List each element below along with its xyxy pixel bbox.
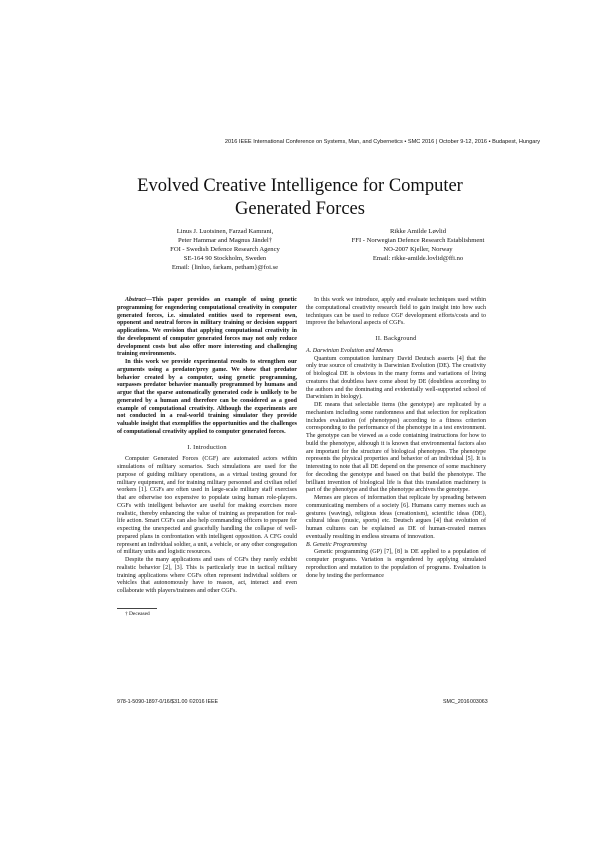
abstract-paragraph [117, 297, 297, 359]
author-name: Rikke Amilde Løvlid [389, 228, 447, 235]
background-paragraph-1: Quantum computation luminary David Deutsch asserts [4] that the only true source of creativity is Darwinian Evolution (DE). The creativity of biological DE is obvious in the many forms and variations of living creatures that doubtless have come about by DE (doubtless according to the authors and the dominating and evidentially well-supported school of Darwinism in biology). [306, 355, 486, 401]
conference-header: 2016 IEEE International Conference on Systems, Man, and Cybernetics • SMC 2016 | October 9-12, 2016 • Budapest, Hungary [224, 139, 540, 145]
right-intro-paragraph: In this work we introduce, apply and evaluate techniques used within the computational creativity research field to gain insight into how such techniques can be used to reduce CGF development efforts/costs and to improve the behavioral aspects of CGFs. [306, 297, 486, 327]
gp-paragraph-1: Genetic programming (GP) [7], [8] is DE applied to a population of computer programs. Variation is engendered by applying simulated reproduction and mutation to the population of programs. Evaluation is done by testing the performance [306, 549, 486, 579]
right-column [306, 297, 486, 580]
author-address: NO-2007 Kjeller, Norway [383, 246, 453, 253]
title-line-1: Evolved Creative Intelligence for Computer [137, 176, 463, 196]
footer-code: SMC_2016 [443, 699, 470, 705]
author-names-2: Peter Hammar and Magnus Jändel† [177, 237, 273, 244]
intro-paragraph-2: Despite the many applications and uses of CGFs they rarely exhibit realistic behavior [2], [3]. This is particularly true in tactical military training applications where CGFs often represent individual soldiers or vehicles that autonomously have to reason, act, interact and even collaborate with players/trainees and other CGFs. [117, 557, 297, 594]
abstract-label: Abstract [125, 297, 146, 303]
footer-isbn: 978-1-5090-1897-0/16/$31.00 ©2016 IEEE [117, 699, 219, 705]
footnote: † Deceased [125, 610, 150, 617]
paper-title [60, 175, 540, 221]
authors-right-block [318, 227, 518, 263]
left-column [117, 297, 297, 619]
abstract-paragraph-2: In this work we provide experimental results to strengthen our arguments using a predator/prey game. We show that predator behavior created by a computer, using genetic programming, surpasses predator behavior manually programmed by humans and argue that the sparse automatically generated code is unlikely to be generated by a human and therefore can be considered as a good example of computational creativity. Although the experiments are not conducted in a real-world training simulator they provide valuable insight that exemplifies the opportunities and the challenges of computational creativity applied to computer generated forces. [117, 359, 297, 435]
footer-page-number: 003063 [470, 699, 488, 705]
subsection-heading-a: A. Darwinian Evolution and Memes [306, 347, 394, 354]
section-heading-background: II. Background [375, 335, 417, 342]
authors-left-block [125, 227, 325, 272]
author-address: SE-164 90 Stockholm, Sweden [183, 255, 267, 262]
title-line-2: Generated Forces [235, 199, 365, 219]
author-email: Email: {linluo, farkam, petham}@foi.se [171, 264, 279, 271]
abstract-text: —This paper provides an example of using genetic programming for engendering computational creativity in computer generated forces, i.e. simulated entities used to represent own, opponent and neutral forces in military training or decision support applications. We envision that applying computational creativity in the development of computer generated forces may not only reduce development costs but also offer more interesting and challenging training environments. [117, 297, 297, 358]
footnote-rule [117, 608, 157, 609]
author-affiliation: FFI - Norwegian Defence Research Establishment [351, 237, 485, 244]
background-paragraph-3: Memes are pieces of information that replicate by spreading between communicating members of a society [6]. Humans carry memes such as gestures (waving), religious ideas (creationism), scientific ideas (DE), cultural ideas (music, sports) etc. Deutsch argues [4] that evolution of human cultures can be explained as DE of human-created memes eventually resulting in endless streams of innovation. [306, 495, 486, 540]
author-names-1: Linus J. Luotsinen, Farzad Kamrani, [176, 228, 274, 235]
background-paragraph-2: DE means that selectable items (the genotype) are replicated by a mechanism including some randomness and that selection for replication includes evaluation (of phenotypes) according to a fitness criterion corresponding to the performance of the phenotype in a test environment. The genotype can be viewed as a code containing instructions for how to build the phenotype, although it is known that environmental factors also are important for the structure of biological phenotypes. The phenotype represents the physical properties and behavior of an individual [5]. It is interesting to note that all DE depend on the presence of some machinery for decoding the genotype and based on that build the phenotype. The brilliant invention of biological life is that this translation machinery is part of the phenotype and that the phenotype archives the genotype. [306, 402, 486, 494]
author-affiliation: FOI - Swedish Defence Research Agency [170, 246, 280, 253]
section-heading-introduction: I. Introduction [187, 443, 227, 451]
intro-paragraph-1: Computer Generated Forces (CGF) are automated actors within simulations of military scenarios. Such simulations are used for the purpose of guiding military operations, as a virtual testing ground for military equipment, and for training military personnel and civilian relief workers [1]. CGFs are often used in large-scale military staff exercises that are otherwise too expensive to populate using human role-players. CGFs with intelligent behavior are useful for making exercises more realistic, thereby enhancing the value of training as preparation for real-life action. Smart CGFs can also help commanding officers to prepare for expecting the unexpected and gracefully handling the collapse of well-prepared plans in confrontation with intelligent opposition. A CFG could represent an individual soldier, a unit, a vehicle, or any other congregation of military units and logistic resources. [117, 456, 297, 556]
author-email: Email: rikke-amilde.lovlid@ffi.no [372, 255, 464, 262]
subsection-heading-b: B. Genetic Programming [306, 541, 367, 548]
